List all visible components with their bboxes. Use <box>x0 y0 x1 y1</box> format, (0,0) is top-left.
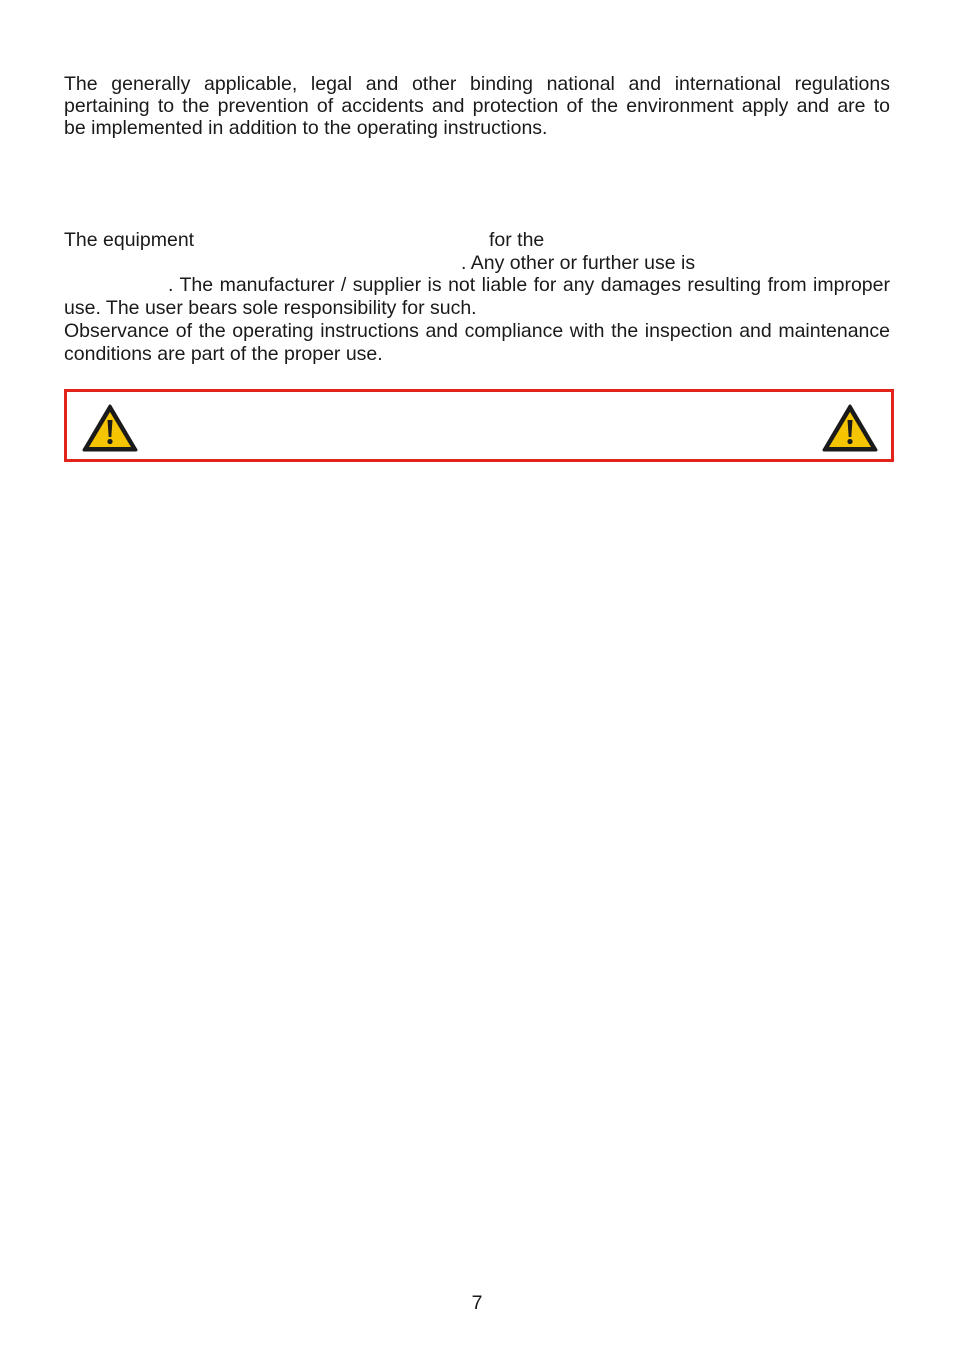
proper-use-line-6: conditions are part of the proper use. <box>64 343 383 365</box>
regulations-line-3: be implemented in addition to the operating instructions. <box>64 117 548 139</box>
proper-use-line-5: Observance of the operating instructions and compliance with the inspection and maintenance <box>64 320 890 342</box>
proper-use-line-4: use. The user bears sole responsibility for such. <box>64 297 477 319</box>
proper-use-line-1-end: for the <box>489 229 545 251</box>
proper-use-line-3: . The manufacturer / supplier is not liable for any damages resulting from improper <box>168 274 890 296</box>
proper-use-line-2: . Any other or further use is <box>461 252 696 274</box>
page-number: 7 <box>471 1292 483 1314</box>
warning-triangle-icon <box>821 403 879 453</box>
regulations-line-1: The generally applicable, legal and other binding national and international regulations <box>64 73 890 95</box>
regulations-line-2: pertaining to the prevention of accidents and protection of the environment apply and are to <box>64 95 890 117</box>
warning-box <box>64 389 894 462</box>
proper-use-line-1-start: The equipment <box>64 229 195 251</box>
warning-triangle-icon <box>81 403 139 453</box>
